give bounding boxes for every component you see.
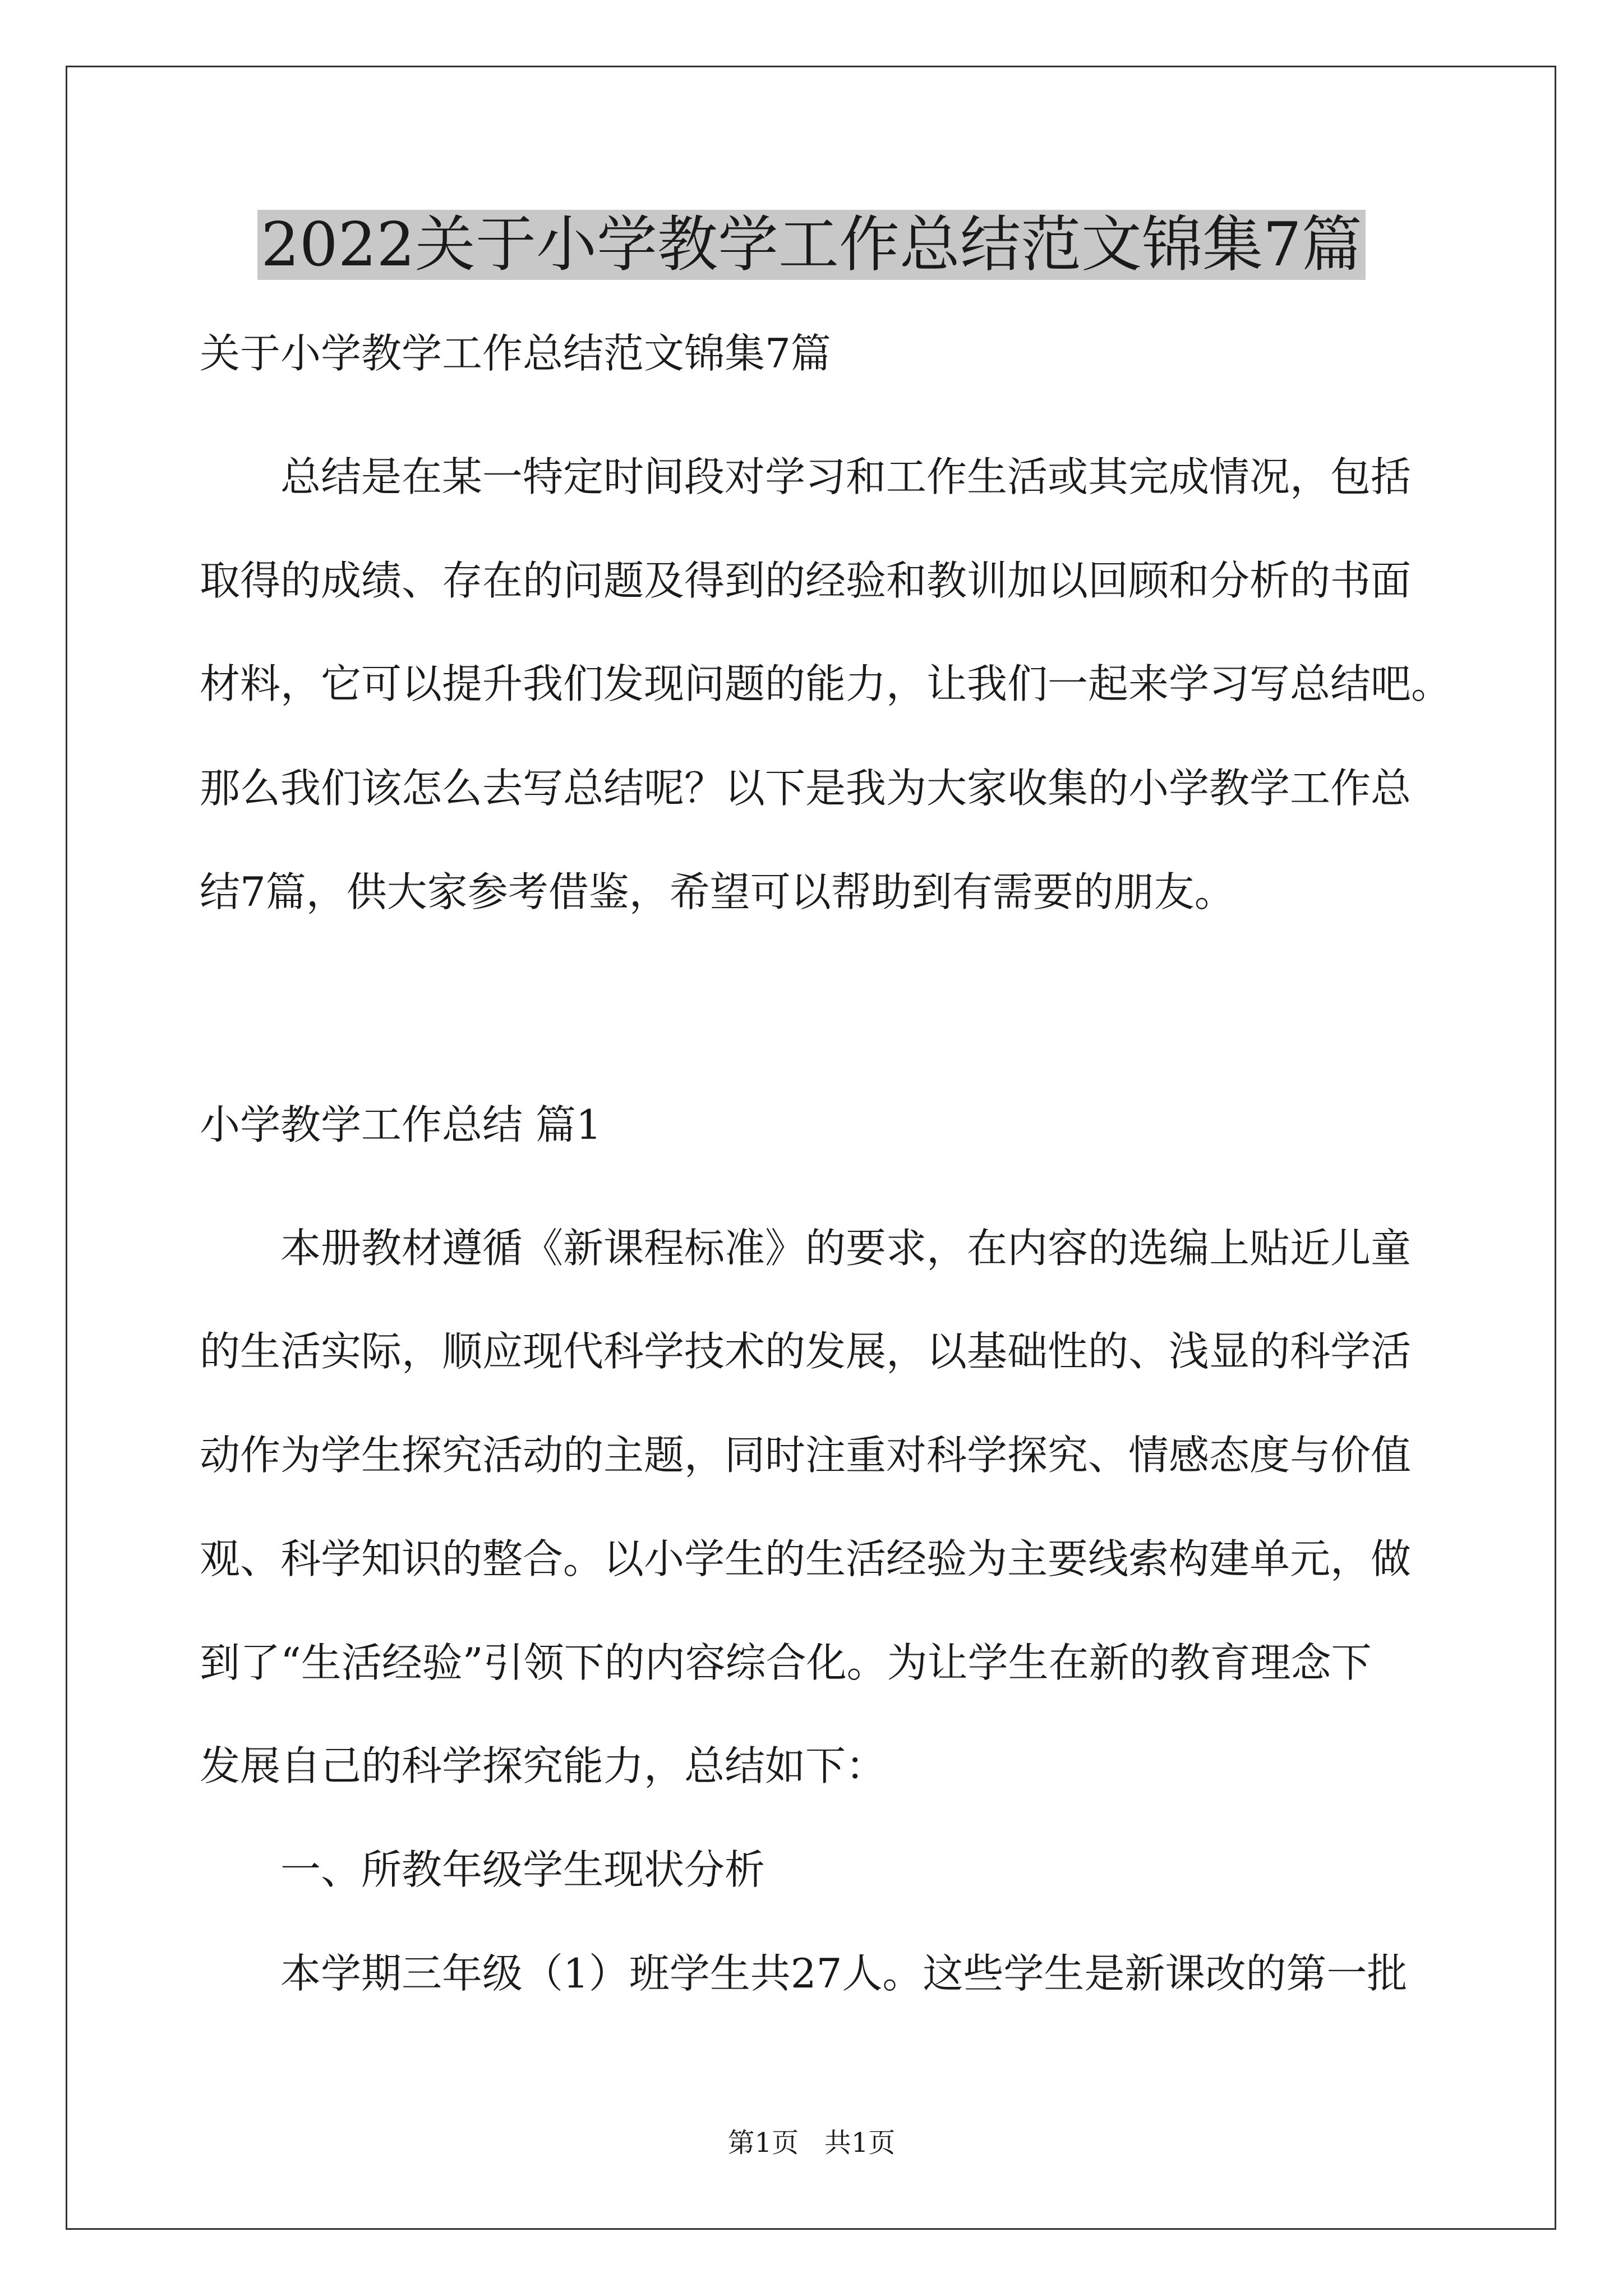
paragraph-line: 观、科学知识的整合。以小学生的生活经验为主要线索构建单元，做 (200, 1535, 1412, 1582)
paragraph-line: 动作为学生探究活动的主题，同时注重对科学探究、情感态度与价值 (200, 1432, 1412, 1479)
paragraph-line: 总结是在某一特定时间段对学习和工作生活或其完成情况，包括 (280, 453, 1412, 500)
subsection-heading: 一、所教年级学生现状分析 (280, 1846, 766, 1893)
paragraph-line: 发展自己的科学探究能力，总结如下： (200, 1742, 887, 1789)
paragraph-line: 本学期三年级（1）班学生共27人。这些学生是新课改的第一批 (280, 1950, 1408, 1997)
paragraph-line: 材料，它可以提升我们发现问题的能力，让我们一起来学习写总结吧。 (200, 660, 1452, 707)
section-heading: 小学教学工作总结 篇1 (200, 1101, 602, 1148)
paragraph-line: 到了“生活经验”引领下的内容综合化。为让学生在新的教育理念下 (200, 1639, 1372, 1686)
paragraph-line: 那么我们该怎么去写总结呢？以下是我为大家收集的小学教学工作总 (200, 765, 1412, 812)
document-title (0, 203, 1623, 287)
paragraph-line: 的生活实际，顺应现代科学技术的发展，以基础性的、浅显的科学活 (200, 1328, 1412, 1375)
paragraph-line: 结7篇，供大家参考借鉴，希望可以帮助到有需要的朋友。 (200, 868, 1235, 915)
document-title-text: 2022关于小学教学工作总结范文锦集7篇 (257, 210, 1366, 280)
paragraph-line: 取得的成绩、存在的问题及得到的经验和教训加以回顾和分析的书面 (200, 557, 1412, 604)
page-footer: 第1页 共1页 (727, 2127, 896, 2159)
paragraph-line: 本册教材遵循《新课程标准》的要求，在内容的选编上贴近儿童 (280, 1225, 1412, 1272)
subtitle-line: 关于小学教学工作总结范文锦集7篇 (200, 330, 831, 377)
